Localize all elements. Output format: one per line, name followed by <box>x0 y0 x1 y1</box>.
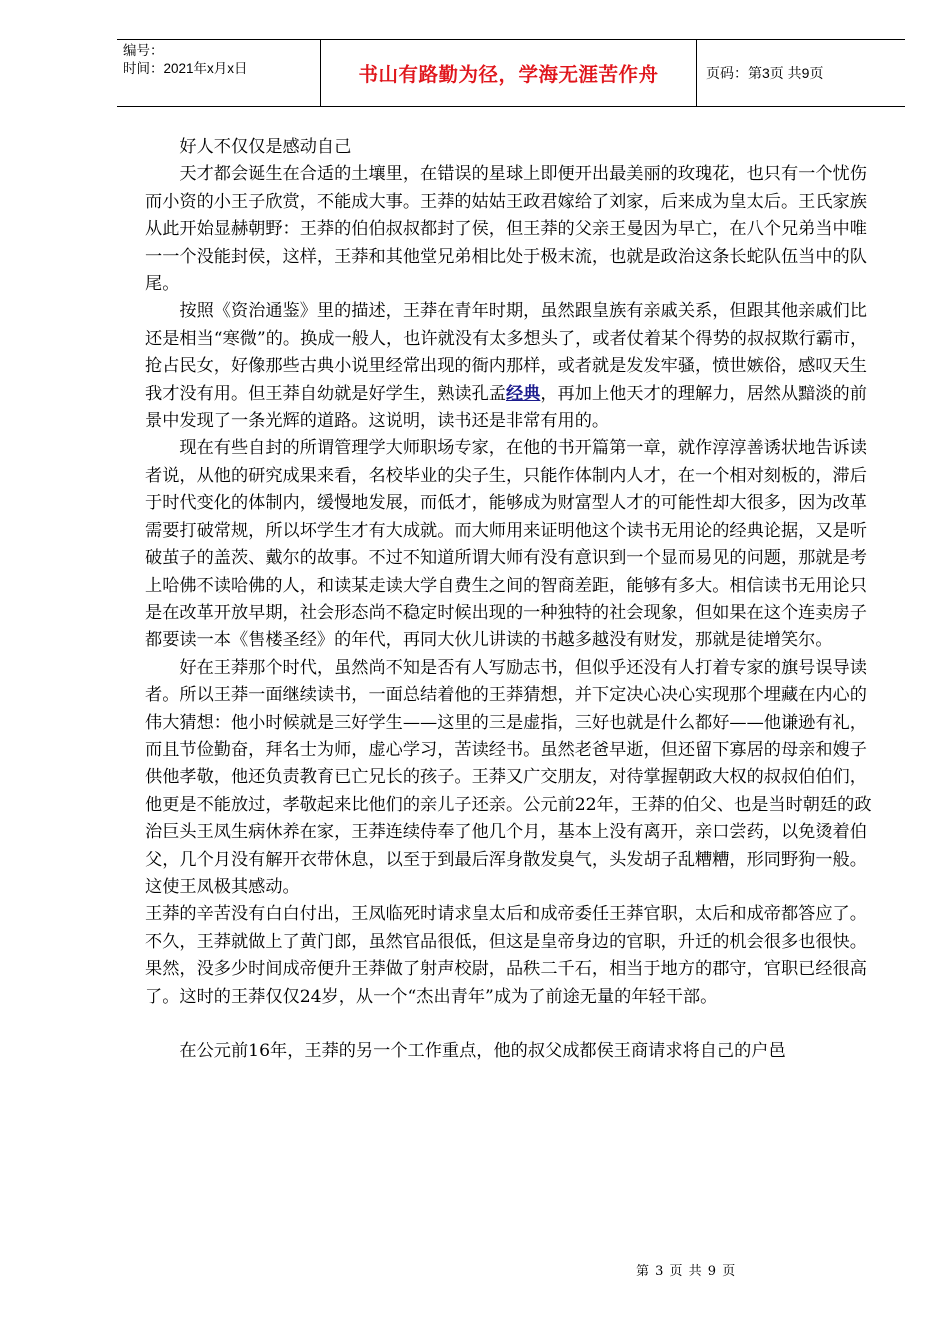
blank-line <box>145 1011 875 1038</box>
document-body <box>145 134 875 1065</box>
header-motto-cell <box>321 40 697 107</box>
paragraph-text: ，再加上他天才的理解力，居然从黯淡的前景中发现了一条光辉的道路。这说明，读书还是非常有用的。 <box>145 383 867 432</box>
paragraph: 现在有些自封的所谓管理学大师职场专家，在他的书开篇第一章，就作淳淳善诱状地告诉读者说，从他的研究成果来看，名校毕业的尖子生，只能作体制内人才，在一个相对刻板的，滞后于时代变化的体制内，缓慢地发展，而低才，能够成为财富型人才的可能性却大很多，因为改革需要打破常规，所以坏学生才有大成就。而大师用来证明他这个读书无用论的经典论据，又是听破茧子的盖茨、戴尔的故事。不过不知道所谓大师有没有意识到一个显而易见的问题，那就是考上哈佛不读哈佛的人，和读某走读大学自费生之间的智商差距，能够有多大。相信读书无用论只是在改革开放早期，社会形态尚不稳定时候出现的一种独特的社会现象，但如果在这个连卖房子都要读一本《售楼圣经》的年代，再同大伙儿讲读的书越多越没有财发，那就是徒增笑尔。 <box>145 438 867 651</box>
time-label: 时间：2021年x月x日 <box>123 61 248 76</box>
paragraph-text: 按照《资治通鉴》里的描述，王莽在青年时期，虽然跟皇族有亲戚关系，但跟其他亲戚们比还是相当“寒微”的。换成一般人，也许就没有太多想头了，或者仗着某个得势的叔叔欺行霸市，抢占民女，好像那些古典小说里经常出现的衙内那样，或者就是发发牢骚，愤世嫉俗，感叹天生我才没有用。但王莽自幼就是好学生，熟读孔孟 <box>145 301 868 404</box>
paragraph: 好在王莽那个时代，虽然尚不知是否有人写励志书，但似乎还没有人打着专家的旗号误导读者。所以王莽一面继续读书，一面总结着他的王莽猜想，并下定决心决心实现那个埋藏在内心的伟大猜想：他小时候就是三好学生——这里的三是虚指，三好也就是什么都好——他谦逊有礼，而且节俭勤奋，拜名士为师，虚心学习，苦读经书。虽然老爸早逝，但还留下寡居的母亲和嫂子供他孝敬，他还负责教育已亡兄长的孩子。王莽又广交朋友，对待掌握朝政大权的叔叔伯伯们，他更是不能放过，孝敬起来比他们的亲儿子还亲。公元前22年，王莽的伯父、也是当时朝廷的政治巨头王凤生病休养在家，王莽连续侍奉了他几个月，基本上没有离开，亲口尝药，以免烫着伯父，几个月没有解开衣带休息，以至于到最后浑身散发臭气，头发胡子乱糟糟，形同野狗一般。这使王凤极其感动。 <box>145 657 872 897</box>
number-label: 编号： <box>123 43 164 58</box>
page-footer: 第 3 页 共 9 页 <box>636 1264 737 1279</box>
header-page-code: 页码：第3页 共9页 <box>697 40 906 107</box>
header-meta <box>117 40 321 107</box>
document-header <box>117 39 905 107</box>
paragraph: 在公元前16年，王莽的另一个工作重点，他的叔父成都侯王商请求将自己的户邑 <box>179 1041 786 1061</box>
motto: 书山有路勤为径，学海无涯苦作舟 <box>358 63 659 86</box>
classics-link[interactable]: 经典 <box>505 383 541 404</box>
paragraph <box>145 298 875 435</box>
paragraph: 天才都会诞生在合适的土壤里，在错误的星球上即便开出最美丽的玫瑰花，也只有一个忧伤而小资的小王子欣赏，不能成大事。王莽的姑姑王政君嫁给了刘家，后来成为皇太后。王氏家族从此开始显赫朝野：王莽的伯伯叔叔都封了侯，但王莽的父亲王曼因为早亡，在八个兄弟当中唯一一个没能封侯，这样，王莽和其他堂兄弟相比处于极末流，也就是政治这条长蛇队伍当中的队尾。 <box>145 164 867 295</box>
article-title: 好人不仅仅是感动自己 <box>179 137 352 157</box>
paragraph: 王莽的辛苦没有白白付出，王凤临死时请求皇太后和成帝委任王莽官职，太后和成帝都答应了。不久，王莽就做上了黄门郎，虽然官品很低，但这是皇帝身边的官职，升迁的机会很多也很快。果然，没多少时间成帝便升王莽做了射声校尉，品秩二千石，相当于地方的郡守，官职已经很高了。这时的王莽仅仅24岁，从一个“杰出青年”成为了前途无量的年轻干部。 <box>145 904 867 1007</box>
